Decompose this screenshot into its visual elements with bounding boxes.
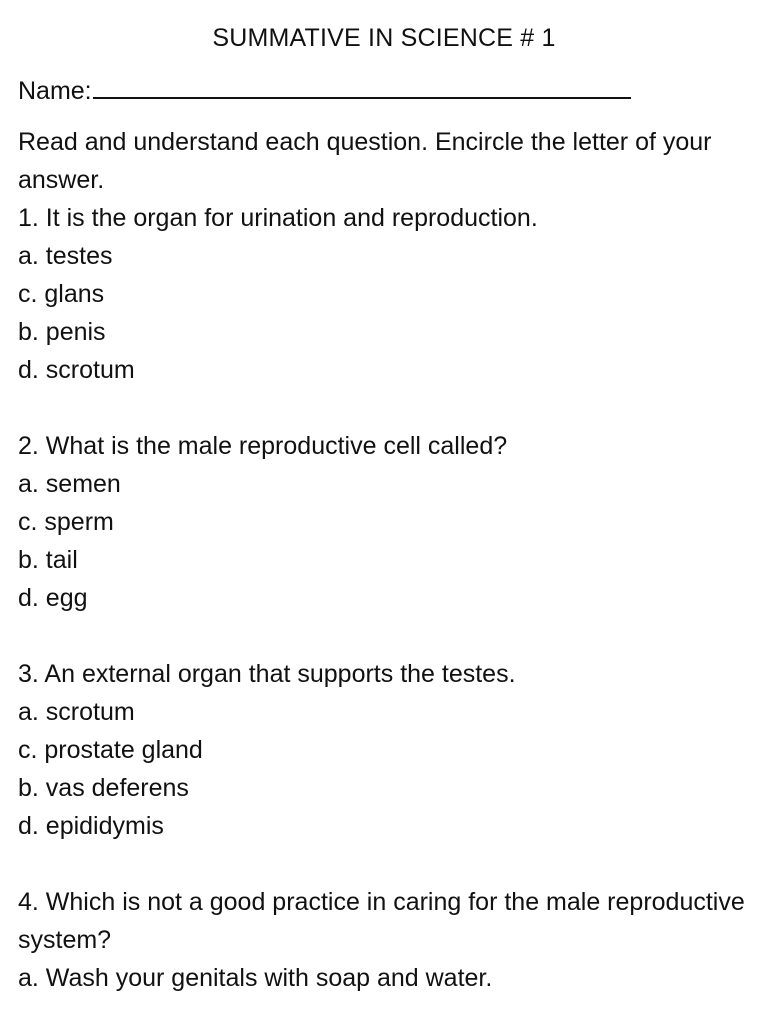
answer-choice: a. scrotum [18,698,135,726]
question-1 [18,199,748,389]
question-prompt: 1. It is the organ for urination and reproduction. [18,204,538,232]
question-2 [18,427,748,617]
name-field-row [18,73,631,107]
answer-choice: c. sperm [18,508,114,536]
answer-choice: a. testes [18,242,113,270]
answer-choice: d. epididymis [18,812,164,840]
question-spacer [18,845,748,883]
answer-choice: d. scrotum [18,356,135,384]
answer-choice: b. penis [18,318,106,346]
name-blank-line [93,73,631,99]
answer-choice: c. glans [18,280,105,308]
answer-choice: d. egg [18,584,88,612]
question-spacer [18,617,748,655]
question-prompt: 2. What is the male reproductive cell called? [18,432,508,460]
answer-choice: a. semen [18,470,121,498]
question-prompt: 3. An external organ that supports the testes. [18,660,516,688]
page-title: SUMMATIVE IN SCIENCE # 1 [212,24,556,52]
name-label: Name: [18,77,92,105]
question-spacer [18,389,748,427]
worksheet-content [18,123,748,997]
answer-choice: a. Wash your genitals with soap and water. [18,964,493,992]
question-prompt: 4. Which is not a good practice in caring for the male reproductive system? [18,888,745,954]
instructions-text: Read and understand each question. Encircle the letter of your answer. [18,128,712,194]
question-4 [18,883,748,997]
question-3 [18,655,748,845]
answer-choice: c. prostate gland [18,736,203,764]
answer-choice: b. vas deferens [18,774,189,802]
answer-choice: b. tail [18,546,78,574]
